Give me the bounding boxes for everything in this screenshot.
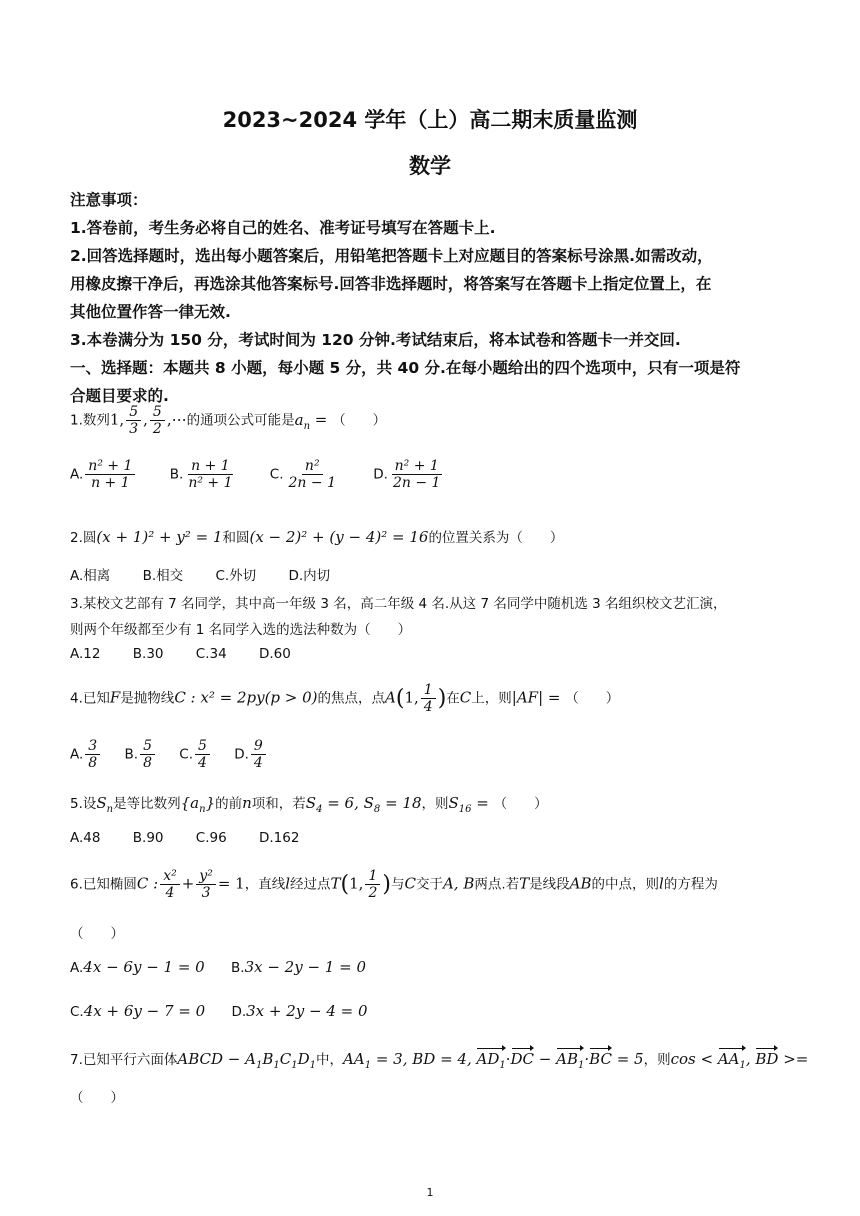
q2-option-a[interactable]: A.相离 xyxy=(70,568,111,584)
q3-option-b[interactable]: B.30 xyxy=(132,646,164,662)
question-4-options xyxy=(70,738,800,771)
q1-option-d[interactable]: D. $\frac{\text{n² + 1}}{2n - 1}$ xyxy=(373,458,441,492)
q6-option-a[interactable]: A.4x − 6y − 1 = 0 xyxy=(70,958,205,976)
q6-option-c[interactable]: C.4x + 6y − 7 = 0 xyxy=(70,1002,206,1020)
q2-option-c[interactable]: C.外切 xyxy=(215,568,257,584)
question-6: 6.已知椭圆C : $\frac{\text{x²}}{4}$ + $\frac{\text{y²}}{3}$ = 1，直线l经过点T(1, $\frac{1}{2}$ )与C交于A, B两点.若T是线段AB的中点，则l的方程为 xyxy=(70,868,718,902)
q3-option-c[interactable]: C.34 xyxy=(195,646,227,662)
exam-subject: 数学 xyxy=(409,154,451,178)
notes-heading: 注意事项： xyxy=(70,191,148,209)
q4-option-a[interactable]: A. $\frac{3}{8}$ xyxy=(70,738,102,771)
q3-option-d[interactable]: D.60 xyxy=(259,646,291,662)
note-2-line-3: 其他位置作答一律无效. xyxy=(70,303,231,321)
q5-option-a[interactable]: A.48 xyxy=(70,830,101,846)
q5-option-d[interactable]: D.162 xyxy=(259,830,300,846)
q4-option-d[interactable]: D. $\frac{9}{4}$ xyxy=(234,738,268,771)
section-1-heading-line-1: 一、选择题：本题共 8 小题，每小题 5 分，共 40 分.在每小题给出的四个选项中，只有一项是符 xyxy=(70,359,741,377)
q2-option-d[interactable]: D.内切 xyxy=(288,568,331,584)
note-3: 3.本卷满分为 150 分，考试时间为 120 分钟.考试结束后，将本试卷和答题卡一并交回. xyxy=(70,331,681,349)
q4-option-b[interactable]: B. $\frac{5}{8}$ xyxy=(125,738,157,771)
question-6-line-2: （ ） xyxy=(70,926,124,942)
question-4: 4.已知F是抛物线C : x² = 2py(p > 0)的焦点，点A(1, $\frac{1}{4}$ )在C上，则|AF| = （ ） xyxy=(70,682,620,716)
q3-option-a[interactable]: A.12 xyxy=(70,646,101,662)
note-1: 1.答卷前，考生务必将自己的姓名、准考证号填写在答题卡上. xyxy=(70,219,496,237)
q1-option-c[interactable]: C. $\frac{\text{n²}}{2n - 1}$ xyxy=(269,458,336,492)
question-6-options-row-1 xyxy=(70,958,800,976)
question-1: 1.数列1, $\frac{5}{3}$ , $\frac{5}{2}$ ,⋯的通项公式可能是$a_n$ = （ ） xyxy=(70,404,387,438)
question-6-options-row-2 xyxy=(70,1002,800,1020)
q4-option-c[interactable]: C. $\frac{5}{4}$ xyxy=(179,738,212,771)
question-7: 7.已知平行六面体ABCD − $A_1B_1C_1D_1$中，$AA_1 = 3$, BD = 4, $AD_1\cdot DC - AB_1\cdot BC = 5$，则$\cos < AA_1$, BD >= xyxy=(70,1050,809,1071)
section-1-heading-line-2: 合题目要求的. xyxy=(70,387,169,405)
question-2-options xyxy=(70,564,800,584)
q6-option-b[interactable]: B.3x − 2y − 1 = 0 xyxy=(231,958,366,976)
q1-option-a[interactable]: A. $\frac{\text{n² + 1}}{n + 1}$ xyxy=(70,458,137,491)
q5-option-b[interactable]: B.90 xyxy=(132,830,164,846)
question-3-line-1: 3.某校文艺部有 7 名同学，其中高一年级 3 名，高二年级 4 名.从这 7 名同学中随机选 3 名组织校文艺汇演， xyxy=(70,596,727,612)
question-2: 2.圆(x + 1)² + y² = 1和圆(x − 2)² + (y − 4)² = 16的位置关系为（ ） xyxy=(70,528,564,546)
q5-option-c[interactable]: C.96 xyxy=(195,830,227,846)
question-3-line-2: 则两个年级都至少有 1 名同学入选的选法种数为（ ） xyxy=(70,622,412,638)
question-3-options xyxy=(70,646,800,662)
note-2-line-2: 用橡皮擦干净后，再选涂其他答案标号.回答非选择题时，将答案写在答题卡上指定位置上，在 xyxy=(70,275,712,293)
q2-option-b[interactable]: B.相交 xyxy=(142,568,184,584)
question-5: 5.设$S_n$是等比数列$\{a_n\}$的前n项和，若$S_4 = 6$, $S_8 = 18$，则$S_{16}$ = （ ） xyxy=(70,794,548,815)
note-2-line-1: 2.回答选择题时，选出每小题答案后，用铅笔把答题卡上对应题目的答案标号涂黑.如需改动， xyxy=(70,247,713,265)
page-number: 1 xyxy=(426,1186,434,1199)
exam-title: 2023~2024 学年（上）高二期末质量监测 xyxy=(222,108,638,132)
question-5-options xyxy=(70,830,800,846)
q1-option-b[interactable]: B. $\frac{n + 1}{\text{n² + 1}}$ xyxy=(169,458,233,492)
question-1-options xyxy=(70,458,800,491)
q6-option-d[interactable]: D.3x + 2y − 4 = 0 xyxy=(231,1002,368,1020)
question-7-line-2: （ ） xyxy=(70,1090,124,1106)
